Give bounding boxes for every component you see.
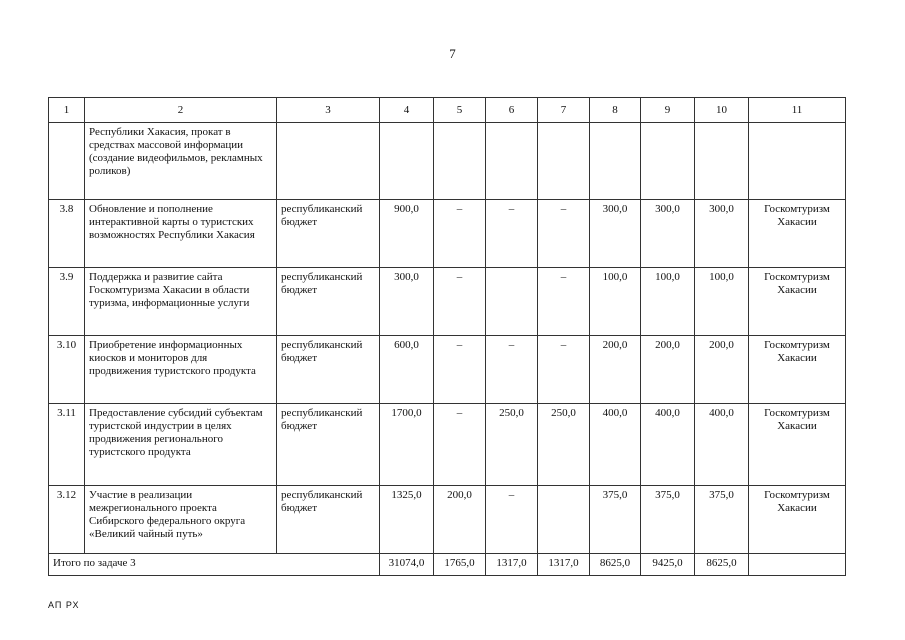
total-value: 8625,0 — [590, 554, 641, 576]
column-header: 5 — [434, 98, 486, 123]
value-cell: 1700,0 — [380, 404, 434, 486]
activity-name: Участие в реализации межрегионального проекта Сибирского федерального округа «Великий чайный путь» — [85, 486, 277, 554]
funding-source: республиканский бюджет — [277, 336, 380, 404]
value-cell: 400,0 — [590, 404, 641, 486]
executor: Госкомтуризм Хакасии — [749, 200, 846, 268]
row-number — [49, 123, 85, 200]
value-cell — [590, 123, 641, 200]
value-cell: – — [434, 268, 486, 336]
executor: Госкомтуризм Хакасии — [749, 404, 846, 486]
column-header: 10 — [695, 98, 749, 123]
total-value: 9425,0 — [641, 554, 695, 576]
column-header: 6 — [486, 98, 538, 123]
row-number: 3.10 — [49, 336, 85, 404]
column-header: 9 — [641, 98, 695, 123]
row-number: 3.8 — [49, 200, 85, 268]
activity-name: Приобретение информационных киосков и мониторов для продвижения туристского продукта — [85, 336, 277, 404]
column-header: 4 — [380, 98, 434, 123]
value-cell: – — [434, 404, 486, 486]
value-cell: 375,0 — [641, 486, 695, 554]
value-cell: – — [538, 336, 590, 404]
table-row — [49, 404, 846, 486]
value-cell — [695, 123, 749, 200]
value-cell: – — [434, 336, 486, 404]
total-value: 1317,0 — [538, 554, 590, 576]
table-row — [49, 123, 846, 200]
activity-name: Республики Хакасия, прокат в средствах массовой информации (создание видеофильмов, рекламных роликов) — [85, 123, 277, 200]
value-cell: 400,0 — [695, 404, 749, 486]
value-cell: 600,0 — [380, 336, 434, 404]
value-cell: – — [538, 268, 590, 336]
table-row — [49, 486, 846, 554]
value-cell — [538, 486, 590, 554]
executor: Госкомтуризм Хакасии — [749, 336, 846, 404]
value-cell: 400,0 — [641, 404, 695, 486]
value-cell: 900,0 — [380, 200, 434, 268]
value-cell: 375,0 — [590, 486, 641, 554]
value-cell: 300,0 — [641, 200, 695, 268]
value-cell: 200,0 — [641, 336, 695, 404]
value-cell: 100,0 — [641, 268, 695, 336]
budget-table — [48, 97, 846, 576]
value-cell: – — [538, 200, 590, 268]
value-cell: 250,0 — [538, 404, 590, 486]
column-header: 8 — [590, 98, 641, 123]
header-row — [49, 98, 846, 123]
value-cell: – — [486, 200, 538, 268]
column-header: 1 — [49, 98, 85, 123]
total-value: 1765,0 — [434, 554, 486, 576]
value-cell: – — [434, 200, 486, 268]
value-cell: 200,0 — [590, 336, 641, 404]
column-header: 2 — [85, 98, 277, 123]
funding-source: республиканский бюджет — [277, 486, 380, 554]
column-header: 11 — [749, 98, 846, 123]
value-cell — [434, 123, 486, 200]
value-cell — [380, 123, 434, 200]
value-cell: 200,0 — [434, 486, 486, 554]
value-cell: 1325,0 — [380, 486, 434, 554]
table-row — [49, 268, 846, 336]
row-number: 3.11 — [49, 404, 85, 486]
total-label: Итого по задаче 3 — [49, 554, 380, 576]
value-cell — [486, 268, 538, 336]
activity-name: Предоставление субсидий субъектам туристской индустрии в целях продвижения регионального туристского продукта — [85, 404, 277, 486]
column-header: 3 — [277, 98, 380, 123]
value-cell — [538, 123, 590, 200]
funding-source: республиканский бюджет — [277, 200, 380, 268]
table-row — [49, 200, 846, 268]
stamp-mark: АП РХ — [48, 600, 80, 610]
funding-source: республиканский бюджет — [277, 404, 380, 486]
value-cell: 300,0 — [695, 200, 749, 268]
total-value: 8625,0 — [695, 554, 749, 576]
column-header: 7 — [538, 98, 590, 123]
value-cell: 100,0 — [590, 268, 641, 336]
value-cell: 300,0 — [380, 268, 434, 336]
activity-name: Обновление и пополнение интерактивной карты о туристских возможностях Республики Хакасия — [85, 200, 277, 268]
total-value: 1317,0 — [486, 554, 538, 576]
funding-source — [277, 123, 380, 200]
value-cell: 250,0 — [486, 404, 538, 486]
row-number: 3.12 — [49, 486, 85, 554]
activity-name: Поддержка и развитие сайта Госкомтуризма Хакасии в области туризма, информационные услуги — [85, 268, 277, 336]
funding-source: республиканский бюджет — [277, 268, 380, 336]
total-value: 31074,0 — [380, 554, 434, 576]
executor — [749, 123, 846, 200]
value-cell: 200,0 — [695, 336, 749, 404]
table-row — [49, 336, 846, 404]
value-cell: 100,0 — [695, 268, 749, 336]
total-executor — [749, 554, 846, 576]
value-cell — [641, 123, 695, 200]
value-cell: – — [486, 486, 538, 554]
row-number: 3.9 — [49, 268, 85, 336]
total-row — [49, 554, 846, 576]
value-cell — [486, 123, 538, 200]
page-number: 7 — [449, 46, 456, 61]
executor: Госкомтуризм Хакасии — [749, 268, 846, 336]
value-cell: – — [486, 336, 538, 404]
value-cell: 375,0 — [695, 486, 749, 554]
executor: Госкомтуризм Хакасии — [749, 486, 846, 554]
value-cell: 300,0 — [590, 200, 641, 268]
